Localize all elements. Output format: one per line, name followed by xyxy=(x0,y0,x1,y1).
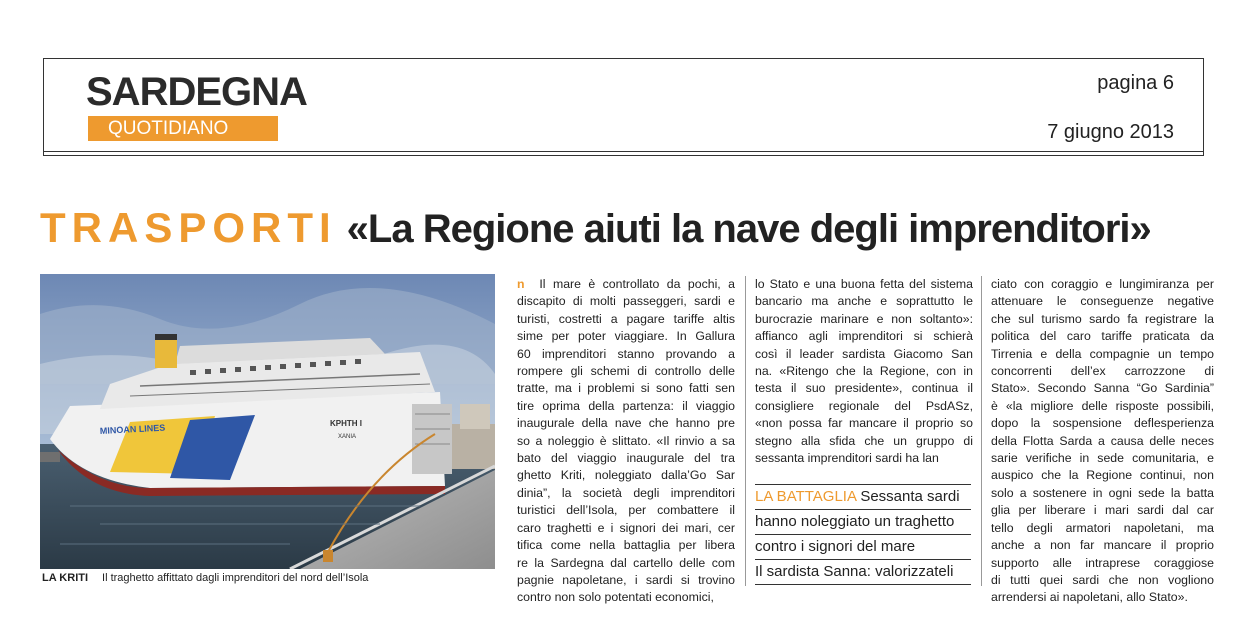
article-line: sessanta imprenditori sardi ha lan xyxy=(755,451,939,466)
caption-text: Il traghetto affittato dagli imprenditori del nord dell’Isola xyxy=(102,572,369,584)
article-line: Tirrenia e della compagnie un tempo xyxy=(991,346,1214,361)
article-line: n Il mare è controllato da pochi, a xyxy=(517,277,735,291)
article-line: rompere gli schemi di controllo delle xyxy=(517,364,735,379)
article-line: anche a non far mancare il proprio xyxy=(991,538,1214,553)
ship-livery-text: MINOAN LINES xyxy=(99,422,166,436)
article-line: contro non solo potentati economici, xyxy=(517,590,714,605)
headline-kicker: TRASPORTI xyxy=(40,204,337,251)
article-line: solo a sostenere in ogni sede la batta xyxy=(991,485,1214,500)
article-line: «non possa far mancare il proprio so xyxy=(755,416,973,431)
ferry-photo-illustration xyxy=(40,274,495,569)
article-line: re la Sardegna dal cartello delle com xyxy=(517,555,735,570)
article-line: stegno alla sfida che un gruppo di xyxy=(755,433,973,448)
article-line: testa il suo presidente», continua il xyxy=(755,381,973,396)
sidebar-line-4: Il sardista Sanna: valorizzateli xyxy=(755,560,971,585)
article-line: tratte, ma i problemi si sono fatti sen xyxy=(517,381,735,396)
ship-port-text: XANIA xyxy=(338,434,357,440)
article-line: della Flotta Sarda a causa delle neces xyxy=(991,433,1214,448)
article-line: turisti, costretti a pagare tariffe altis xyxy=(517,311,735,326)
headline-title: «La Regione aiuti la nave degli imprenditori» xyxy=(346,207,1151,251)
article-line: lo Stato e una buona fetta del sistema xyxy=(755,277,973,291)
article-line: tello degli armatori napoletani, ma xyxy=(991,520,1214,535)
article-line: così il leader sardista Giacomo San xyxy=(755,346,973,361)
article-line: dinia”, la società degli imprenditori xyxy=(517,485,735,500)
article-line: bato del viaggio inaugurale del tra xyxy=(517,451,735,466)
sidebar-line-1: LA BATTAGLIA Sessanta sardi xyxy=(755,484,971,510)
article-line: auspico che la Regione continui, non xyxy=(991,468,1214,483)
headline xyxy=(40,204,1151,262)
article-line: so a noleggio è slittato. «Il rinvio a sa xyxy=(517,433,735,448)
article-line: consigliere regionale del PsdASz, xyxy=(755,398,973,413)
page-number: pagina 6 xyxy=(1097,72,1174,94)
article-line: 60 imprenditori stanno provando a xyxy=(517,346,735,361)
sidebar-kicker: LA BATTAGLIA xyxy=(755,488,857,505)
ship-name-text: ΚΡΗΤΗ Ι xyxy=(330,419,362,428)
article-line: Stato». Secondo Sanna “Go Sardinia” xyxy=(991,381,1214,396)
drop-initial-icon: n xyxy=(517,277,540,291)
article-line: concorrenti dell’ex carrozzone di xyxy=(991,364,1214,379)
article-line: bancario ma anche e soprattutto le xyxy=(755,294,973,309)
article-line: caro traghetti e i signori dei mari, cer xyxy=(517,520,735,535)
masthead-left-rule xyxy=(43,58,44,156)
article-line: sime per poter viaggiare. In Gallura xyxy=(517,329,735,344)
article-line: che sul turismo sardo fa registrare la xyxy=(991,311,1214,326)
sidebar-line-3: contro i signori del mare xyxy=(755,535,971,560)
photo-caption xyxy=(42,572,368,584)
article-line: attenuare le conseguenze negative xyxy=(991,294,1214,309)
column-rule xyxy=(745,276,746,586)
sidebar-box xyxy=(755,484,971,585)
article-line: è «la migliore delle risposte possibili, xyxy=(991,398,1214,413)
article-line: burocrazie marinare e non soltanto»: xyxy=(755,311,973,326)
column-rule xyxy=(981,276,982,586)
article-line: arrendersi ai napoletani, allo Stato». xyxy=(991,590,1188,605)
article-column-3 xyxy=(991,276,1214,607)
newspaper-brand: SARDEGNA xyxy=(86,70,307,114)
article-line: inaugurale della nave che hanno pre xyxy=(517,416,735,431)
article-line: discapito di molti passeggeri, sardi e xyxy=(517,294,735,309)
article-line: affianco agli imprenditori si schierà xyxy=(755,329,973,344)
article-column-1 xyxy=(517,276,735,607)
article-line: ghetto Kriti, noleggiato dalla’Go Sar xyxy=(517,468,735,483)
page-date: 7 giugno 2013 xyxy=(1047,121,1174,143)
article-line: supporto alle intraprese coraggiose xyxy=(991,555,1214,570)
article-line: sarie verifiche in sede comunitaria, e xyxy=(991,451,1214,466)
article-line: dopo la sospensione deflesperienza xyxy=(991,416,1214,431)
article-line: tire oprima della partenza: il viaggio xyxy=(517,398,735,413)
article-line: di tutti quei sardi che non vogliono xyxy=(991,572,1214,587)
article-line: politica del caro tariffe praticata da xyxy=(991,329,1214,344)
masthead-right-rule xyxy=(1203,58,1204,156)
caption-label: LA KRITI xyxy=(42,572,89,584)
article-line: pagnie napoletane, i sardi si trovino xyxy=(517,572,735,587)
sidebar-line-2: hanno noleggiato un traghetto xyxy=(755,510,971,535)
article-line: na. «Ritengo che la Regione, con in xyxy=(755,364,973,379)
article-line: turistici dell’Isola, per combattere il xyxy=(517,503,735,518)
article-line: tifica come nella battaglia per libera xyxy=(517,538,735,553)
article-line: ciato con coraggio e lungimiranza per xyxy=(991,277,1214,291)
newspaper-brand-sub: QUOTIDIANO xyxy=(88,116,278,141)
article-photo xyxy=(40,274,495,569)
article-column-2 xyxy=(755,276,973,467)
article-line: glia per liberare i mari sardi dal car xyxy=(991,503,1214,518)
